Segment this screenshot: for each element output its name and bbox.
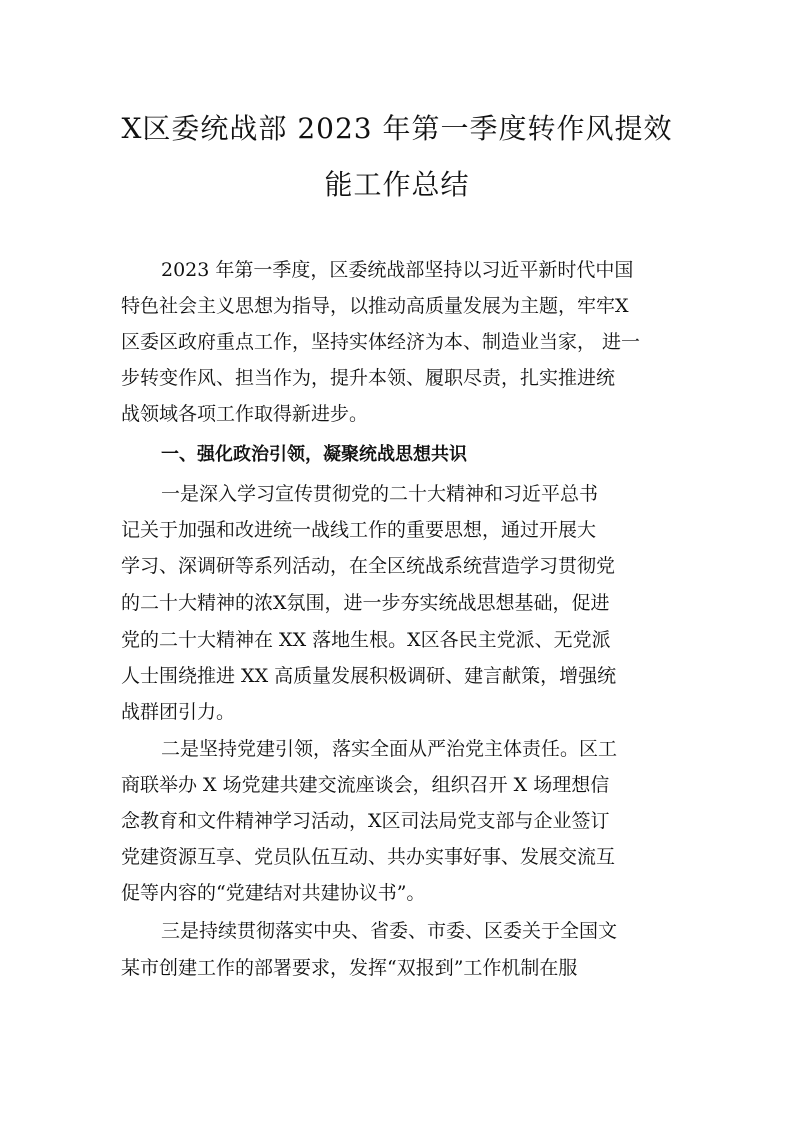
document-title-line-1: X区委统战部 2023 年第一季度转作风提效 [121, 112, 673, 145]
paragraph-2-line-2: 商联举办 X 场党建共建交流座谈会，组织召开 X 场理想信 [121, 774, 610, 796]
paragraph-1-line-6: 人士围绕推进 XX 高质量发展积极调研、建言献策，增强统 [121, 665, 617, 687]
paragraph-1-line-2: 记关于加强和改进统一战线工作的重要思想，通过开展大 [121, 519, 597, 541]
paragraph-1-line-3: 学习、深调研等系列活动，在全区统战系统营造学习贯彻党 [121, 555, 616, 577]
paragraph-1-line-7: 战群团引力。 [121, 701, 236, 723]
paragraph-intro-line-5: 战领域各项工作取得新进步。 [121, 403, 369, 425]
paragraph-3-line-1: 三是持续贯彻落实中央、省委、市委、区委关于全国文 [161, 920, 618, 942]
paragraph-intro-line-3: 区委区政府重点工作，坚持实体经济为本、制造业当家， 进一 [121, 331, 641, 353]
paragraph-2-line-5: 促等内容的“党建结对共建协议书”。 [121, 882, 426, 904]
paragraph-intro-line-2: 特色社会主义思想为指导，以推动高质量发展为主题，牢牢X [121, 295, 629, 317]
paragraph-2-line-4: 党建资源互享、党员队伍互动、共办实事好事、发展交流互 [121, 846, 616, 868]
paragraph-intro-line-1: 2023 年第一季度，区委统战部坚持以习近平新时代中国 [161, 259, 634, 281]
paragraph-intro-line-4: 步转变作风、担当作为，提升本领、履职尽责，扎实推进统 [121, 367, 616, 389]
document-title-line-2: 能工作总结 [324, 168, 470, 201]
section-heading-1: 一、强化政治引领，凝聚统战思想共识 [161, 444, 467, 465]
paragraph-2-line-3: 念教育和文件精神学习活动，X区司法局党支部与企业签订 [121, 810, 610, 832]
paragraph-2-line-1: 二是坚持党建引领，落实全面从严治党主体责任。区工 [161, 738, 618, 760]
paragraph-1-line-4: 的二十大精神的浓X氛围，进一步夯实统战思想基础，促进 [121, 592, 610, 614]
paragraph-3-line-2: 某市创建工作的部署要求，发挥“双报到”工作机制在服 [121, 957, 578, 979]
paragraph-1-line-1: 一是深入学习宣传贯彻党的二十大精神和习近平总书 [161, 483, 599, 505]
paragraph-1-line-5: 党的二十大精神在 XX 落地生根。X区各民主党派、无党派 [121, 629, 611, 651]
